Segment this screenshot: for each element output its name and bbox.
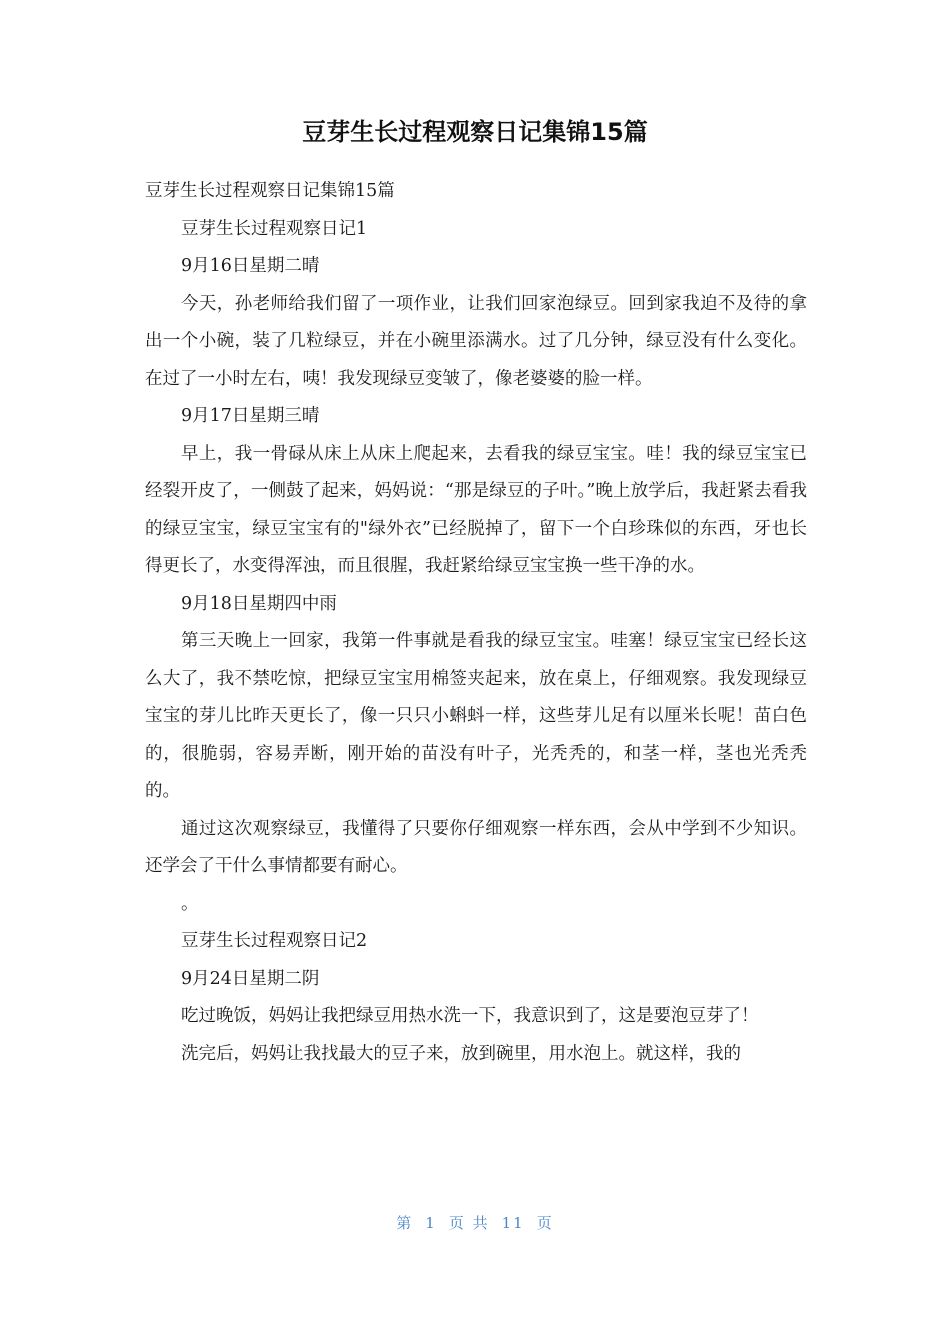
- body-paragraph: 第三天晚上一回家，我第一件事就是看我的绿豆宝宝。哇塞！绿豆宝宝已经长这么大了，我不禁吃惊，把绿豆宝宝用棉签夹起来，放在桌上，仔细观察。我发现绿豆宝宝的芽儿比昨天更长了，像一只只小蝌蚪一样，这些芽儿足有以厘米长呢！苗白色的，很脆弱，容易弄断，刚开始的苗没有叶子，光秃秃的，和茎一样，茎也光秃秃的。: [145, 631, 807, 801]
- body-paragraph: 9月16日星期二晴: [181, 256, 320, 276]
- body-paragraph: 9月17日星期三晴: [181, 406, 320, 426]
- document-title: 豆芽生长过程观察日记集锦15篇: [302, 118, 648, 146]
- footer-current-page: 1: [425, 1214, 437, 1232]
- body-paragraph: 9月18日星期四中雨: [181, 593, 337, 614]
- footer-prefix: 第: [396, 1214, 414, 1232]
- body-paragraph: 吃过晚饭，妈妈让我把绿豆用热水洗一下，我意识到了，这是要泡豆芽了！: [181, 1006, 759, 1026]
- body-paragraph: 9月24日星期二阴: [181, 968, 320, 989]
- footer-suffix: 页: [536, 1214, 554, 1232]
- page-footer: [0, 1212, 950, 1234]
- body-paragraph: 豆芽生长过程观察日记1: [181, 218, 368, 239]
- footer-total-pages: 11: [501, 1214, 525, 1232]
- body-paragraph: 豆芽生长过程观察日记2: [181, 931, 368, 951]
- body-paragraph: 豆芽生长过程观察日记集锦15篇: [145, 181, 395, 201]
- body-paragraph: 今天，孙老师给我们留了一项作业，让我们回家泡绿豆。回到家我迫不及待的拿出一个小碗，装了几粒绿豆，并在小碗里添满水。过了几分钟，绿豆没有什么变化。在过了一小时左右，咦！我发现绿豆变皱了，像老婆婆的脸一样。: [145, 293, 807, 389]
- document-body: [145, 173, 807, 1073]
- body-paragraph: 通过这次观察绿豆，我懂得了只要你仔细观察一样东西，会从中学到不少知识。还学会了干什么事情都要有耐心。: [145, 818, 807, 876]
- body-paragraph: 。: [181, 893, 199, 914]
- footer-middle: 页 共: [448, 1214, 490, 1232]
- body-paragraph: 洗完后，妈妈让我找最大的豆子来，放到碗里，用水泡上。就这样，我的: [181, 1043, 741, 1064]
- body-paragraph: 早上，我一骨碌从床上从床上爬起来，去看我的绿豆宝宝。哇！我的绿豆宝宝已经裂开皮了，一侧鼓了起来，妈妈说：“那是绿豆的子叶。”晚上放学后，我赶紧去看我的绿豆宝宝，绿豆宝宝有的"绿外衣”已经脱掉了，留下一个白珍珠似的东西，牙也长得更长了，水变得浑浊，而且很腥，我赶紧给绿豆宝宝换一些干净的水。: [145, 443, 807, 576]
